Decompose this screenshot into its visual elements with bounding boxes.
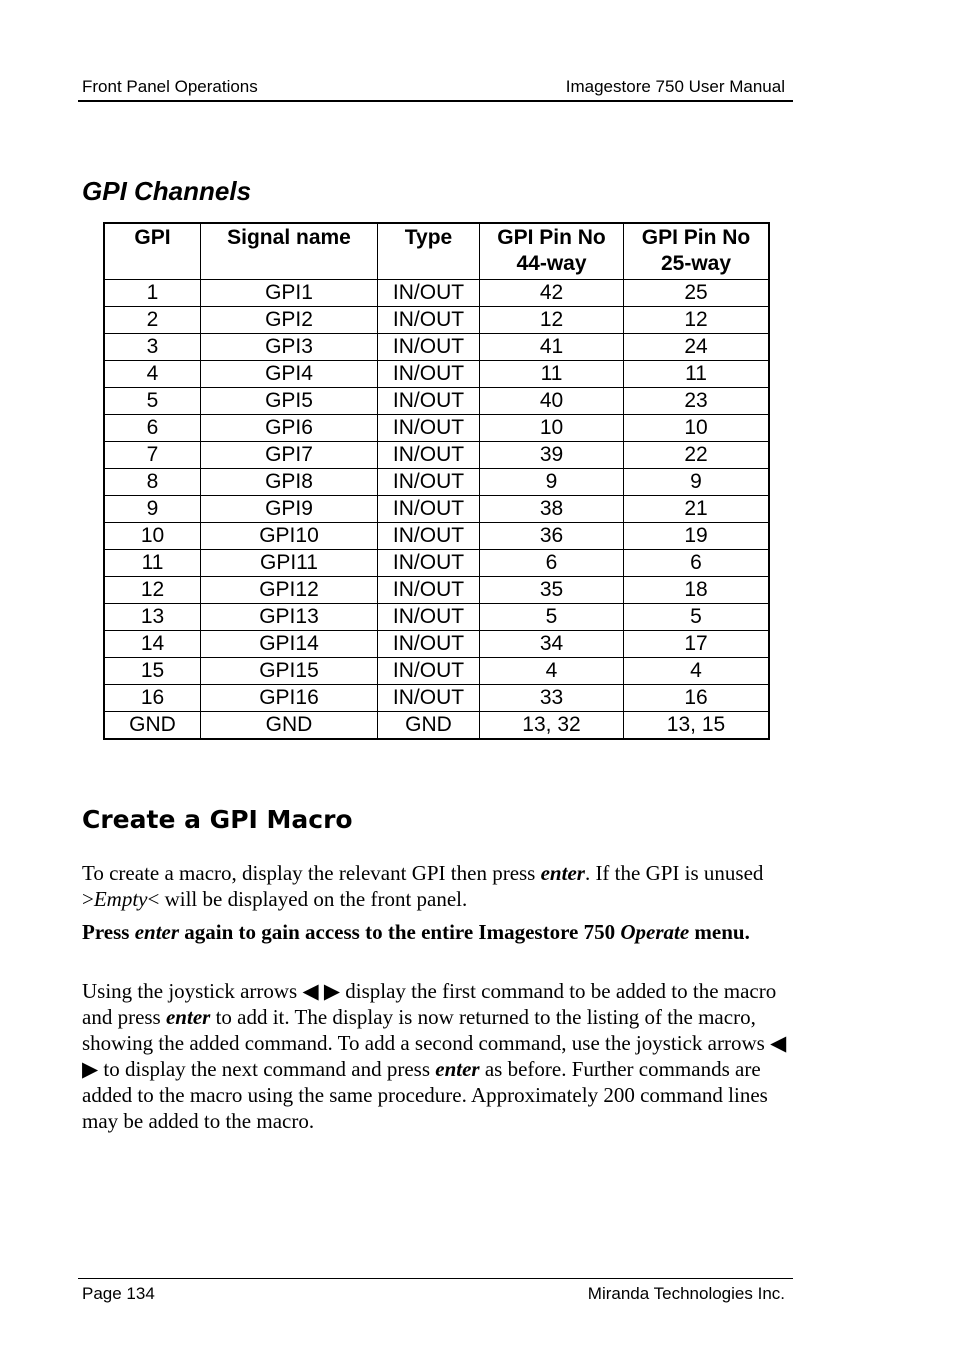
table-row (104, 685, 769, 712)
gpi-channels-table (103, 222, 770, 740)
table-row (104, 469, 769, 496)
table-cell: GPI3 (201, 334, 378, 361)
table-cell: 22 (624, 442, 770, 469)
table-cell: IN/OUT (378, 577, 480, 604)
table-cell: IN/OUT (378, 550, 480, 577)
table-cell: 25 (624, 280, 770, 307)
table-cell: 9 (480, 469, 624, 496)
page-footer (78, 1278, 793, 1303)
table-cell: IN/OUT (378, 361, 480, 388)
table-row (104, 550, 769, 577)
table-row (104, 523, 769, 550)
table-row (104, 631, 769, 658)
column-header: GPI (104, 223, 201, 280)
paragraph-joystick-instructions: Using the joystick arrows ◀ ▶ display the first command to be added to the macro and press enter to add it. The display is now returned to the listing of the macro, showing the added command. To add a second command, use the joystick arrows ◀ ▶ to display the next command and press enter as before. Further commands are added to the macro using the same procedure. Approximately 200 command lines may be added to the macro. (82, 979, 787, 1133)
table-row (104, 604, 769, 631)
table-cell: IN/OUT (378, 442, 480, 469)
header-manual-title: Imagestore 750 User Manual (565, 77, 785, 96)
keyword-enter: enter (435, 1057, 480, 1081)
table-cell: 35 (480, 577, 624, 604)
table-cell: 10 (480, 415, 624, 442)
table-cell: 16 (104, 685, 201, 712)
table-cell: 38 (480, 496, 624, 523)
table-cell: 17 (624, 631, 770, 658)
table-row (104, 577, 769, 604)
table-cell: IN/OUT (378, 658, 480, 685)
table-cell: 5 (624, 604, 770, 631)
table-row (104, 280, 769, 307)
section-title-gpi-channels: GPI Channels (82, 176, 252, 206)
table-cell: 4 (480, 658, 624, 685)
table-row (104, 388, 769, 415)
table-cell: GPI4 (201, 361, 378, 388)
keyword-operate: Operate (620, 920, 690, 944)
table-cell: 12 (104, 577, 201, 604)
table-cell: GND (378, 712, 480, 740)
table-cell: IN/OUT (378, 496, 480, 523)
table-cell: 6 (480, 550, 624, 577)
section-title-create-gpi-macro: Create a GPI Macro (82, 805, 353, 834)
table-cell: 21 (624, 496, 770, 523)
table-row (104, 442, 769, 469)
table-cell: IN/OUT (378, 469, 480, 496)
table-cell: 4 (624, 658, 770, 685)
table-cell: 6 (624, 550, 770, 577)
column-header: GPI Pin No 44-way (480, 223, 624, 280)
table-row (104, 712, 769, 740)
table-row (104, 658, 769, 685)
table-cell: GPI5 (201, 388, 378, 415)
table-cell: 10 (104, 523, 201, 550)
table-cell: 39 (480, 442, 624, 469)
table-cell: IN/OUT (378, 388, 480, 415)
table-cell: GPI10 (201, 523, 378, 550)
paragraph-press-enter: Press enter again to gain access to the entire Imagestore 750 Operate menu. (82, 920, 750, 944)
table-cell: 9 (104, 496, 201, 523)
table-cell: 2 (104, 307, 201, 334)
table-row (104, 307, 769, 334)
table-cell: IN/OUT (378, 685, 480, 712)
table-cell: GPI1 (201, 280, 378, 307)
keyword-enter: enter (540, 861, 585, 885)
table-cell: 10 (624, 415, 770, 442)
table-cell: 4 (104, 361, 201, 388)
table-cell: GND (104, 712, 201, 740)
page-header (78, 74, 793, 102)
table-cell: 18 (624, 577, 770, 604)
table-row (104, 415, 769, 442)
table-cell: 14 (104, 631, 201, 658)
column-header: GPI Pin No 25-way (624, 223, 770, 280)
table-cell: GND (201, 712, 378, 740)
table-row (104, 334, 769, 361)
table-body (104, 280, 769, 740)
footer-page-number: Page 134 (82, 1284, 155, 1303)
table-cell: GPI9 (201, 496, 378, 523)
table-cell: 3 (104, 334, 201, 361)
table-cell: 19 (624, 523, 770, 550)
table-cell: IN/OUT (378, 523, 480, 550)
table-cell: GPI8 (201, 469, 378, 496)
header-section-name: Front Panel Operations (82, 77, 258, 96)
table-cell: 13 (104, 604, 201, 631)
table-cell: GPI15 (201, 658, 378, 685)
table-cell: 24 (624, 334, 770, 361)
table-cell: 42 (480, 280, 624, 307)
table-cell: IN/OUT (378, 307, 480, 334)
table-cell: 1 (104, 280, 201, 307)
keyword-enter: enter (134, 920, 180, 944)
table-cell: 40 (480, 388, 624, 415)
table-cell: GPI12 (201, 577, 378, 604)
table-cell: 11 (624, 361, 770, 388)
table-cell: 23 (624, 388, 770, 415)
table-cell: IN/OUT (378, 604, 480, 631)
table-cell: 34 (480, 631, 624, 658)
table-cell: 5 (104, 388, 201, 415)
table-header-row (104, 223, 769, 280)
table-cell: GPI11 (201, 550, 378, 577)
table-cell: 41 (480, 334, 624, 361)
column-header: Signal name (201, 223, 378, 280)
table-cell: GPI7 (201, 442, 378, 469)
keyword-enter: enter (165, 1005, 211, 1029)
table-cell: GPI13 (201, 604, 378, 631)
footer-company: Miranda Technologies Inc. (587, 1284, 785, 1303)
table-cell: GPI16 (201, 685, 378, 712)
table-cell: IN/OUT (378, 415, 480, 442)
table-cell: IN/OUT (378, 631, 480, 658)
table-row (104, 361, 769, 388)
table-cell: 15 (104, 658, 201, 685)
table-cell: 5 (480, 604, 624, 631)
column-header: Type (378, 223, 480, 280)
paragraph-create-macro: To create a macro, display the relevant GPI then press enter. If the GPI is unused >Empty< will be displayed on the front panel. (82, 861, 764, 911)
table-cell: GPI14 (201, 631, 378, 658)
table-cell: GPI6 (201, 415, 378, 442)
table-cell: 16 (624, 685, 770, 712)
table-cell: 12 (480, 307, 624, 334)
table-cell: 13, 32 (480, 712, 624, 740)
table-cell: IN/OUT (378, 280, 480, 307)
table-cell: GPI2 (201, 307, 378, 334)
table-cell: 11 (104, 550, 201, 577)
table-cell: 6 (104, 415, 201, 442)
table-cell: 11 (480, 361, 624, 388)
table-cell: 9 (624, 469, 770, 496)
table-cell: 13, 15 (624, 712, 770, 740)
table-row (104, 496, 769, 523)
table-cell: 12 (624, 307, 770, 334)
table-cell: IN/OUT (378, 334, 480, 361)
table-cell: 36 (480, 523, 624, 550)
table-cell: 8 (104, 469, 201, 496)
keyword-empty: Empty (93, 887, 148, 911)
table-cell: 33 (480, 685, 624, 712)
table-cell: 7 (104, 442, 201, 469)
